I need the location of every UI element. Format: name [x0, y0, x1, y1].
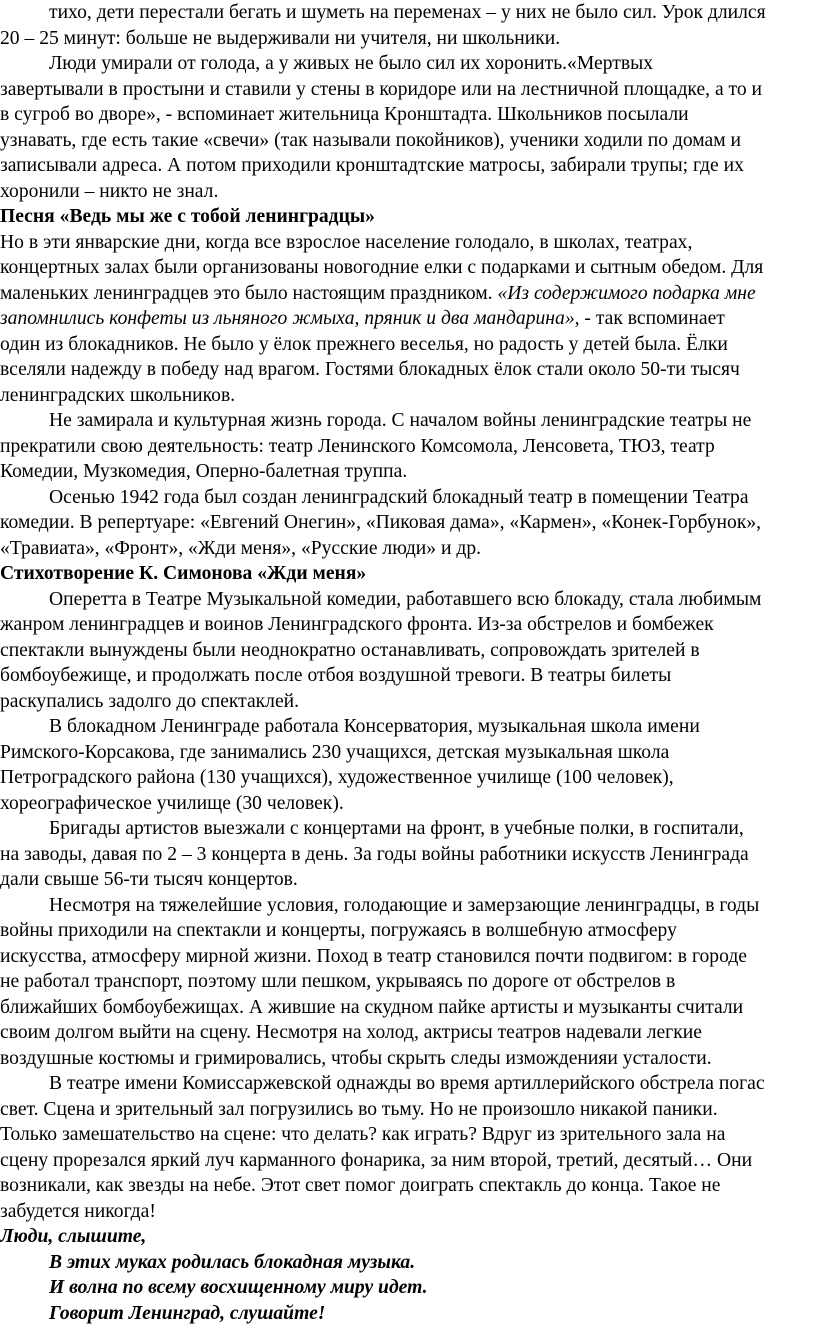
- text-line: Но в эти январские дни, когда все взрослое население голодало, в школах, театрах,: [0, 230, 816, 256]
- text-line: Несмотря на тяжелейшие условия, голодающие и замерзающие ленинградцы, в годы: [0, 893, 816, 919]
- paragraph: [0, 816, 816, 893]
- quote-segment: запомнились конфеты из льняного жмыха, пряник и два мандарина»: [0, 308, 575, 329]
- text-line: Петроградского района (130 учащихся), художественное училище (100 человек),: [0, 765, 816, 791]
- paragraph: [0, 485, 816, 562]
- text-line: не работал транспорт, поэтому шли пешком, укрываясь по дороге от обстрелов в: [0, 969, 816, 995]
- heading-text: Песня «Ведь мы же с тобой ленинградцы»: [0, 204, 816, 230]
- text-line: [0, 281, 816, 307]
- quote-segment: «Из содержимого подарка мне: [497, 283, 755, 304]
- verse-block: [0, 1224, 816, 1326]
- text-line: в сугроб во дворе», - вспоминает жительница Кронштадта. Школьников посылали: [0, 102, 816, 128]
- text-line: 20 – 25 минут: больше не выдерживали ни учителя, ни школьники.: [0, 26, 816, 52]
- text-segment: маленьких ленинградцев это было настоящим праздником.: [0, 283, 497, 304]
- heading-text: Стихотворение К. Симонова «Жди меня»: [0, 561, 816, 587]
- text-line: Бригады артистов выезжали с концертами на фронт, в учебные полки, в госпитали,: [0, 816, 816, 842]
- paragraph: [0, 230, 816, 409]
- text-line: своим долгом выйти на сцену. Несмотря на холод, актрисы театров надевали легкие: [0, 1020, 816, 1046]
- text-line: сцену прорезался яркий луч карманного фонарика, за ним второй, третий, десятый… Они: [0, 1148, 816, 1174]
- text-line: «Травиата», «Фронт», «Жди меня», «Русские люди» и др.: [0, 536, 816, 562]
- verse-line: Говорит Ленинград, слушайте!: [0, 1301, 816, 1326]
- text-line: тихо, дети перестали бегать и шуметь на переменах – у них не было сил. Урок длился: [0, 0, 816, 26]
- text-segment: , - так вспоминает: [575, 308, 725, 329]
- text-line: спектакли вынуждены были неоднократно останавливать, сопровождать зрителей в: [0, 638, 816, 664]
- text-line: Комедии, Музкомедия, Оперно-балетная труппа.: [0, 459, 816, 485]
- text-line: жанром ленинградцев и воинов Ленинградского фронта. Из-за обстрелов и бомбежек: [0, 612, 816, 638]
- text-line: Только замешательство на сцене: что делать? как играть? Вдруг из зрительного зала на: [0, 1122, 816, 1148]
- text-line: Осенью 1942 года был создан ленинградский блокадный театр в помещении Театра: [0, 485, 816, 511]
- paragraph: [0, 1071, 816, 1224]
- text-line: свет. Сцена и зрительный зал погрузились во тьму. Но не произошло никакой паники.: [0, 1097, 816, 1123]
- text-line: искусства, атмосферу мирной жизни. Поход в театр становился почти подвигом: в городе: [0, 944, 816, 970]
- text-line: узнавать, где есть такие «свечи» (так называли покойников), ученики ходили по домам и: [0, 128, 816, 154]
- text-line: возникали, как звезды на небе. Этот свет помог доиграть спектакль до конца. Такое не: [0, 1173, 816, 1199]
- paragraph: [0, 408, 816, 485]
- text-line: [0, 306, 816, 332]
- text-line: комедии. В репертуаре: «Евгений Онегин», «Пиковая дама», «Кармен», «Конек-Горбунок»,: [0, 510, 816, 536]
- verse-line: И волна по всему восхищенному миру идет.: [0, 1275, 816, 1301]
- text-line: воздушные костюмы и гримировались, чтобы скрыть следы изможденияи усталости.: [0, 1046, 816, 1072]
- text-line: Оперетта в Театре Музыкальной комедии, работавшего всю блокаду, стала любимым: [0, 587, 816, 613]
- text-line: один из блокадников. Не было у ёлок прежнего веселья, но радость у детей была. Ёлки: [0, 332, 816, 358]
- text-line: войны приходили на спектакли и концерты, погружаясь в волшебную атмосферу: [0, 918, 816, 944]
- text-line: Люди умирали от голода, а у живых не было сил их хоронить.«Мертвых: [0, 51, 816, 77]
- text-line: прекратили свою деятельность: театр Ленинского Комсомола, Ленсовета, ТЮЗ, театр: [0, 434, 816, 460]
- paragraph: [0, 0, 816, 51]
- text-line: завертывали в простыни и ставили у стены в коридоре или на лестничной площадке, а то и: [0, 77, 816, 103]
- text-line: бомбоубежище, и продолжать после отбоя воздушной тревоги. В театры билеты: [0, 663, 816, 689]
- verse-line: Люди, слышите,: [0, 1224, 816, 1250]
- text-line: хоронили – никто не знал.: [0, 179, 816, 205]
- text-line: Не замирала и культурная жизнь города. С началом войны ленинградские театры не: [0, 408, 816, 434]
- text-line: ленинградских школьников.: [0, 383, 816, 409]
- text-line: хореографическое училище (30 человек).: [0, 791, 816, 817]
- text-line: вселяли надежду в победу над врагом. Гостями блокадных ёлок стали около 50-ти тысяч: [0, 357, 816, 383]
- verse-line: В этих муках родилась блокадная музыка.: [0, 1250, 816, 1276]
- paragraph: [0, 587, 816, 715]
- text-line: забудется никогда!: [0, 1199, 816, 1225]
- text-line: записывали адреса. А потом приходили кронштадтские матросы, забирали трупы; где их: [0, 153, 816, 179]
- paragraph: [0, 893, 816, 1072]
- section-heading: [0, 204, 816, 230]
- text-line: ближайших бомбоубежищах. А жившие на скудном пайке артисты и музыканты считали: [0, 995, 816, 1021]
- text-line: В блокадном Ленинграде работала Консерватория, музыкальная школа имени: [0, 714, 816, 740]
- text-line: Римского-Корсакова, где занимались 230 учащихся, детская музыкальная школа: [0, 740, 816, 766]
- text-line: раскупались задолго до спектаклей.: [0, 689, 816, 715]
- paragraph: [0, 51, 816, 204]
- text-line: концертных залах были организованы новогодние елки с подарками и сытным обедом. Для: [0, 255, 816, 281]
- text-line: на заводы, давая по 2 – 3 концерта в день. За годы войны работники искусств Ленинграда: [0, 842, 816, 868]
- text-line: В театре имени Комиссаржевской однажды во время артиллерийского обстрела погас: [0, 1071, 816, 1097]
- paragraph: [0, 714, 816, 816]
- text-line: дали свыше 56-ти тысяч концертов.: [0, 867, 816, 893]
- section-heading: [0, 561, 816, 587]
